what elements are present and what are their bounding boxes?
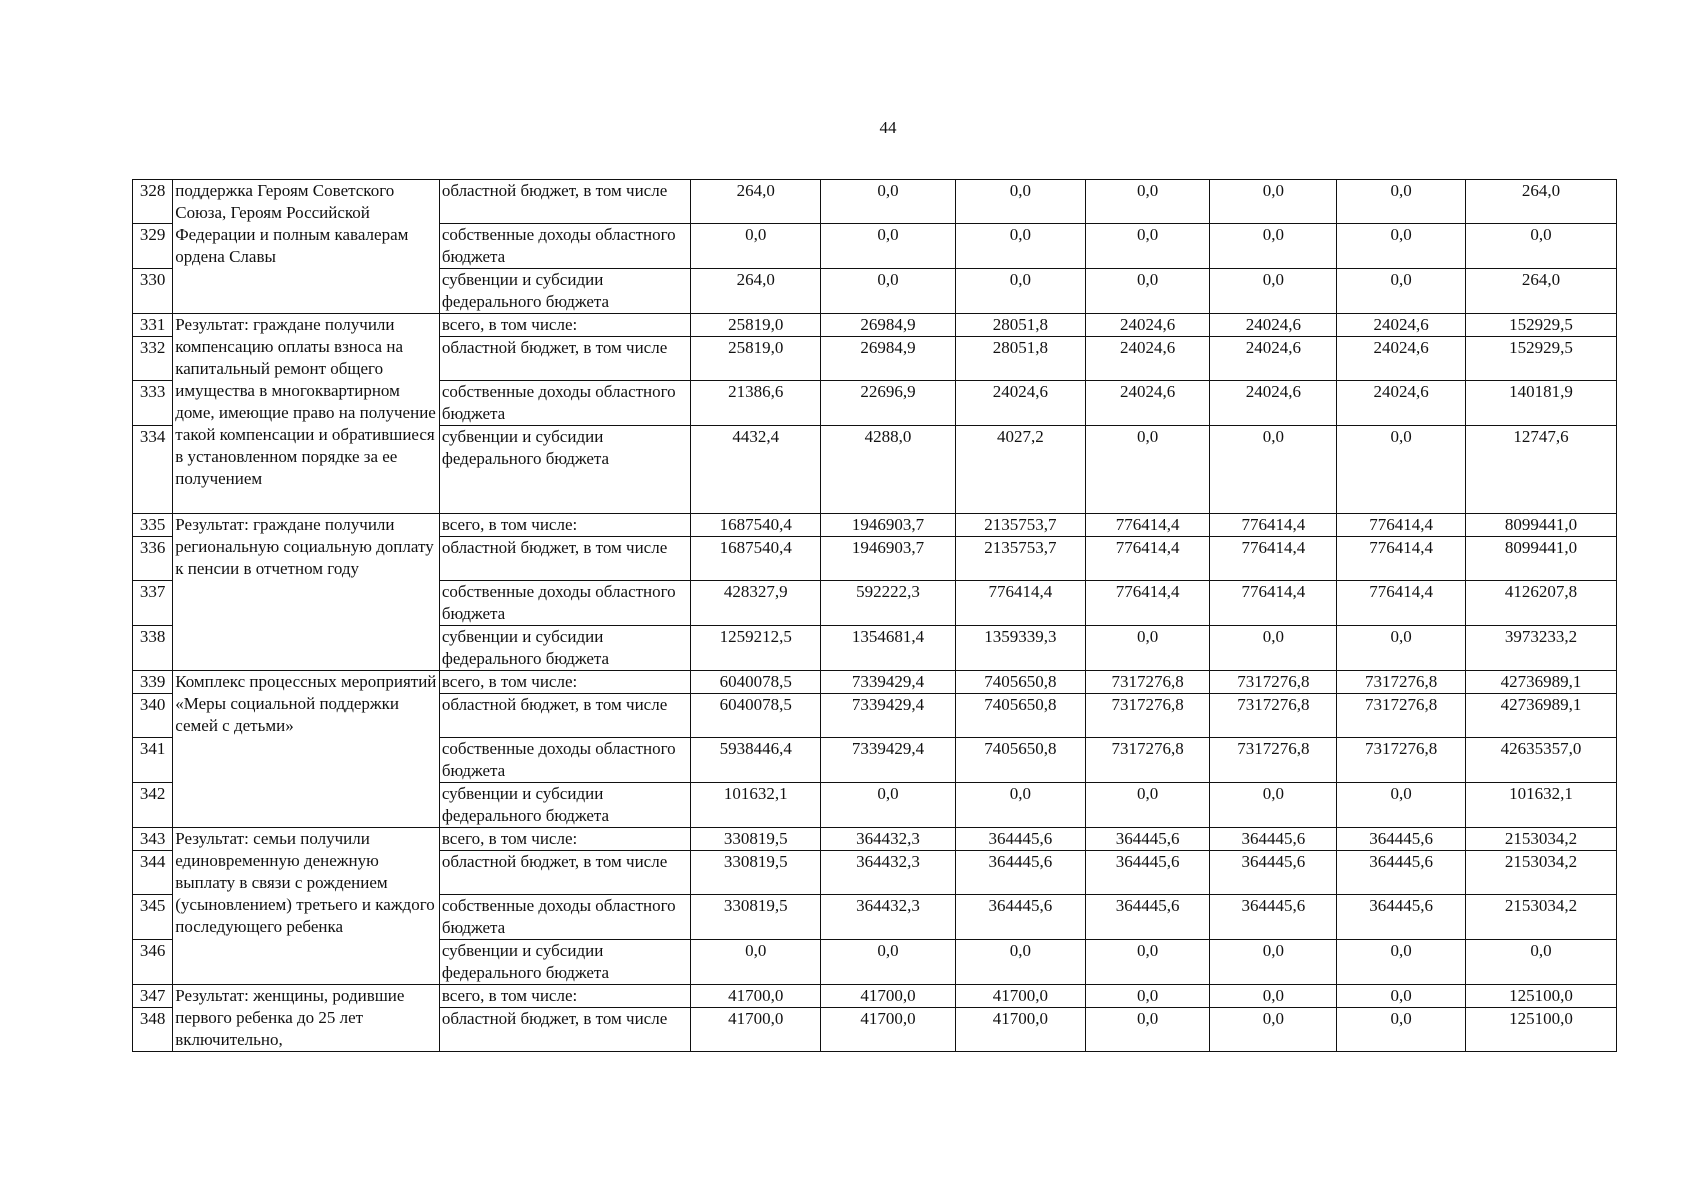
value-cell: 0,0 bbox=[1337, 180, 1466, 224]
measure-description: Результат: граждане получили компенсацию оплаты взноса на капитальный ремонт общего имущества в многоквартирном доме, имеющие право на получение такой компенсации и обратившиеся в установленном порядке за ее получением bbox=[173, 314, 440, 514]
value-cell: 364445,6 bbox=[1085, 828, 1210, 851]
row-number: 333 bbox=[133, 381, 173, 426]
value-cell: 1687540,4 bbox=[691, 537, 821, 581]
funding-source: областной бюджет, в том числе bbox=[439, 851, 691, 895]
value-cell: 24024,6 bbox=[1337, 337, 1466, 381]
value-total: 125100,0 bbox=[1466, 985, 1617, 1008]
row-number: 341 bbox=[133, 738, 173, 783]
measure-description: Комплекс процессных мероприятий «Меры социальной поддержки семей с детьми» bbox=[173, 671, 440, 828]
row-number: 345 bbox=[133, 895, 173, 940]
row-number: 339 bbox=[133, 671, 173, 694]
value-cell: 1259212,5 bbox=[691, 626, 821, 671]
row-number: 338 bbox=[133, 626, 173, 671]
value-cell: 7405650,8 bbox=[955, 694, 1085, 738]
value-cell: 0,0 bbox=[1210, 180, 1337, 224]
measure-description: Результат: семьи получили единовременную денежную выплату в связи с рождением (усыновлением) третьего и каждого последующего ребенка bbox=[173, 828, 440, 985]
value-cell: 21386,6 bbox=[691, 381, 821, 426]
value-cell: 0,0 bbox=[955, 940, 1085, 985]
value-cell: 24024,6 bbox=[1210, 337, 1337, 381]
row-number: 340 bbox=[133, 694, 173, 738]
value-cell: 7317276,8 bbox=[1337, 671, 1466, 694]
value-cell: 41700,0 bbox=[821, 1008, 956, 1052]
value-cell: 6040078,5 bbox=[691, 671, 821, 694]
value-cell: 26984,9 bbox=[821, 337, 956, 381]
value-total: 264,0 bbox=[1466, 269, 1617, 314]
value-total: 4126207,8 bbox=[1466, 581, 1617, 626]
funding-source: всего, в том числе: bbox=[439, 514, 691, 537]
value-cell: 7317276,8 bbox=[1210, 694, 1337, 738]
value-cell: 0,0 bbox=[1210, 1008, 1337, 1052]
row-number: 347 bbox=[133, 985, 173, 1008]
funding-source: всего, в том числе: bbox=[439, 314, 691, 337]
value-cell: 364445,6 bbox=[955, 828, 1085, 851]
value-cell: 364445,6 bbox=[1210, 895, 1337, 940]
value-cell: 1946903,7 bbox=[821, 514, 956, 537]
funding-source: субвенции и субсидии федерального бюджета bbox=[439, 426, 691, 514]
value-cell: 0,0 bbox=[1085, 985, 1210, 1008]
row-number: 343 bbox=[133, 828, 173, 851]
value-cell: 7317276,8 bbox=[1337, 694, 1466, 738]
value-total: 8099441,0 bbox=[1466, 514, 1617, 537]
value-cell: 0,0 bbox=[1085, 269, 1210, 314]
value-total: 8099441,0 bbox=[1466, 537, 1617, 581]
funding-source: субвенции и субсидии федерального бюджета bbox=[439, 940, 691, 985]
page-number: 44 bbox=[879, 118, 897, 137]
value-total: 140181,9 bbox=[1466, 381, 1617, 426]
value-cell: 0,0 bbox=[1337, 269, 1466, 314]
value-cell: 776414,4 bbox=[1337, 537, 1466, 581]
value-cell: 428327,9 bbox=[691, 581, 821, 626]
value-cell: 7317276,8 bbox=[1337, 738, 1466, 783]
value-cell: 7317276,8 bbox=[1085, 738, 1210, 783]
value-cell: 0,0 bbox=[1337, 224, 1466, 269]
value-cell: 364445,6 bbox=[1210, 851, 1337, 895]
row-number: 332 bbox=[133, 337, 173, 381]
row-number: 348 bbox=[133, 1008, 173, 1052]
value-total: 0,0 bbox=[1466, 940, 1617, 985]
value-cell: 6040078,5 bbox=[691, 694, 821, 738]
value-cell: 264,0 bbox=[691, 269, 821, 314]
value-total: 264,0 bbox=[1466, 180, 1617, 224]
value-cell: 0,0 bbox=[1085, 426, 1210, 514]
value-cell: 0,0 bbox=[1337, 426, 1466, 514]
measure-description: Результат: женщины, родившие первого ребенка до 25 лет включительно, bbox=[173, 985, 440, 1052]
value-total: 125100,0 bbox=[1466, 1008, 1617, 1052]
value-cell: 41700,0 bbox=[691, 985, 821, 1008]
value-cell: 364432,3 bbox=[821, 851, 956, 895]
value-cell: 330819,5 bbox=[691, 828, 821, 851]
funding-source: всего, в том числе: bbox=[439, 828, 691, 851]
value-cell: 41700,0 bbox=[821, 985, 956, 1008]
value-cell: 0,0 bbox=[955, 783, 1085, 828]
value-cell: 364445,6 bbox=[1210, 828, 1337, 851]
funding-source: областной бюджет, в том числе bbox=[439, 337, 691, 381]
row-number: 346 bbox=[133, 940, 173, 985]
value-cell: 364445,6 bbox=[955, 895, 1085, 940]
value-cell: 0,0 bbox=[1085, 1008, 1210, 1052]
value-total: 42736989,1 bbox=[1466, 671, 1617, 694]
value-cell: 330819,5 bbox=[691, 895, 821, 940]
value-cell: 330819,5 bbox=[691, 851, 821, 895]
value-cell: 1946903,7 bbox=[821, 537, 956, 581]
value-cell: 24024,6 bbox=[1085, 381, 1210, 426]
value-total: 101632,1 bbox=[1466, 783, 1617, 828]
value-cell: 7339429,4 bbox=[821, 694, 956, 738]
value-cell: 0,0 bbox=[821, 940, 956, 985]
value-cell: 0,0 bbox=[821, 783, 956, 828]
funding-source: областной бюджет, в том числе bbox=[439, 180, 691, 224]
value-cell: 28051,8 bbox=[955, 337, 1085, 381]
value-cell: 41700,0 bbox=[955, 1008, 1085, 1052]
value-cell: 28051,8 bbox=[955, 314, 1085, 337]
value-total: 2153034,2 bbox=[1466, 851, 1617, 895]
measure-description: поддержка Героям Советского Союза, Героям Российской Федерации и полным кавалерам ордена Славы bbox=[173, 180, 440, 314]
value-cell: 0,0 bbox=[1337, 626, 1466, 671]
value-total: 42736989,1 bbox=[1466, 694, 1617, 738]
value-cell: 364445,6 bbox=[1337, 828, 1466, 851]
value-cell: 776414,4 bbox=[1337, 581, 1466, 626]
value-cell: 0,0 bbox=[821, 224, 956, 269]
value-cell: 776414,4 bbox=[1210, 581, 1337, 626]
value-cell: 7405650,8 bbox=[955, 738, 1085, 783]
funding-source: всего, в том числе: bbox=[439, 985, 691, 1008]
value-cell: 776414,4 bbox=[1210, 537, 1337, 581]
value-cell: 0,0 bbox=[1085, 940, 1210, 985]
value-cell: 41700,0 bbox=[955, 985, 1085, 1008]
value-cell: 0,0 bbox=[1337, 783, 1466, 828]
value-cell: 0,0 bbox=[691, 224, 821, 269]
funding-source: собственные доходы областного бюджета bbox=[439, 581, 691, 626]
value-cell: 22696,9 bbox=[821, 381, 956, 426]
row-number: 335 bbox=[133, 514, 173, 537]
funding-source: собственные доходы областного бюджета bbox=[439, 381, 691, 426]
value-cell: 7405650,8 bbox=[955, 671, 1085, 694]
value-cell: 24024,6 bbox=[1337, 381, 1466, 426]
value-cell: 25819,0 bbox=[691, 337, 821, 381]
table-row bbox=[133, 985, 1617, 1008]
row-number: 344 bbox=[133, 851, 173, 895]
funding-source: субвенции и субсидии федерального бюджета bbox=[439, 269, 691, 314]
value-cell: 364445,6 bbox=[955, 851, 1085, 895]
value-total: 2153034,2 bbox=[1466, 895, 1617, 940]
row-number: 329 bbox=[133, 224, 173, 269]
value-cell: 364445,6 bbox=[1085, 895, 1210, 940]
value-cell: 7317276,8 bbox=[1210, 738, 1337, 783]
value-cell: 4288,0 bbox=[821, 426, 956, 514]
table-row bbox=[133, 828, 1617, 851]
funding-source: собственные доходы областного бюджета bbox=[439, 738, 691, 783]
value-cell: 776414,4 bbox=[1337, 514, 1466, 537]
value-cell: 7339429,4 bbox=[821, 738, 956, 783]
value-cell: 25819,0 bbox=[691, 314, 821, 337]
funding-source: собственные доходы областного бюджета bbox=[439, 224, 691, 269]
value-cell: 0,0 bbox=[1210, 783, 1337, 828]
row-number: 336 bbox=[133, 537, 173, 581]
value-cell: 0,0 bbox=[955, 180, 1085, 224]
value-cell: 26984,9 bbox=[821, 314, 956, 337]
table-row bbox=[133, 314, 1617, 337]
value-cell: 24024,6 bbox=[1085, 314, 1210, 337]
funding-source: областной бюджет, в том числе bbox=[439, 537, 691, 581]
budget-table bbox=[132, 179, 1617, 1052]
value-cell: 4432,4 bbox=[691, 426, 821, 514]
value-cell: 592222,3 bbox=[821, 581, 956, 626]
measure-description: Результат: граждане получили региональную социальную доплату к пенсии в отчетном году bbox=[173, 514, 440, 671]
value-cell: 7317276,8 bbox=[1085, 694, 1210, 738]
value-cell: 0,0 bbox=[691, 940, 821, 985]
value-cell: 2135753,7 bbox=[955, 514, 1085, 537]
value-total: 152929,5 bbox=[1466, 314, 1617, 337]
value-cell: 1359339,3 bbox=[955, 626, 1085, 671]
table-row bbox=[133, 514, 1617, 537]
value-cell: 264,0 bbox=[691, 180, 821, 224]
value-cell: 24024,6 bbox=[955, 381, 1085, 426]
value-cell: 0,0 bbox=[1210, 269, 1337, 314]
funding-source: собственные доходы областного бюджета bbox=[439, 895, 691, 940]
value-total: 0,0 bbox=[1466, 224, 1617, 269]
funding-source: субвенции и субсидии федерального бюджета bbox=[439, 626, 691, 671]
value-cell: 776414,4 bbox=[955, 581, 1085, 626]
value-total: 152929,5 bbox=[1466, 337, 1617, 381]
value-cell: 0,0 bbox=[1210, 224, 1337, 269]
value-cell: 0,0 bbox=[1337, 940, 1466, 985]
value-cell: 0,0 bbox=[1210, 426, 1337, 514]
value-cell: 7317276,8 bbox=[1210, 671, 1337, 694]
value-cell: 0,0 bbox=[1085, 180, 1210, 224]
row-number: 337 bbox=[133, 581, 173, 626]
value-cell: 4027,2 bbox=[955, 426, 1085, 514]
value-cell: 0,0 bbox=[821, 180, 956, 224]
value-cell: 0,0 bbox=[1210, 626, 1337, 671]
value-cell: 0,0 bbox=[1085, 224, 1210, 269]
value-cell: 0,0 bbox=[821, 269, 956, 314]
value-cell: 24024,6 bbox=[1210, 381, 1337, 426]
value-cell: 0,0 bbox=[1337, 985, 1466, 1008]
value-cell: 364445,6 bbox=[1337, 851, 1466, 895]
value-cell: 2135753,7 bbox=[955, 537, 1085, 581]
value-cell: 776414,4 bbox=[1210, 514, 1337, 537]
value-total: 42635357,0 bbox=[1466, 738, 1617, 783]
value-total: 3973233,2 bbox=[1466, 626, 1617, 671]
value-cell: 0,0 bbox=[1337, 1008, 1466, 1052]
value-cell: 776414,4 bbox=[1085, 537, 1210, 581]
value-cell: 364445,6 bbox=[1337, 895, 1466, 940]
value-cell: 7317276,8 bbox=[1085, 671, 1210, 694]
value-cell: 7339429,4 bbox=[821, 671, 956, 694]
value-cell: 0,0 bbox=[1210, 940, 1337, 985]
value-cell: 0,0 bbox=[955, 269, 1085, 314]
value-cell: 101632,1 bbox=[691, 783, 821, 828]
table-row bbox=[133, 671, 1617, 694]
row-number: 330 bbox=[133, 269, 173, 314]
value-cell: 1354681,4 bbox=[821, 626, 956, 671]
row-number: 342 bbox=[133, 783, 173, 828]
value-cell: 364432,3 bbox=[821, 895, 956, 940]
value-cell: 1687540,4 bbox=[691, 514, 821, 537]
funding-source: областной бюджет, в том числе bbox=[439, 1008, 691, 1052]
value-cell: 24024,6 bbox=[1337, 314, 1466, 337]
value-cell: 5938446,4 bbox=[691, 738, 821, 783]
value-cell: 364432,3 bbox=[821, 828, 956, 851]
value-cell: 776414,4 bbox=[1085, 581, 1210, 626]
value-total: 12747,6 bbox=[1466, 426, 1617, 514]
value-cell: 776414,4 bbox=[1085, 514, 1210, 537]
row-number: 331 bbox=[133, 314, 173, 337]
funding-source: всего, в том числе: bbox=[439, 671, 691, 694]
value-cell: 364445,6 bbox=[1085, 851, 1210, 895]
value-cell: 0,0 bbox=[1085, 626, 1210, 671]
value-cell: 0,0 bbox=[1085, 783, 1210, 828]
value-total: 2153034,2 bbox=[1466, 828, 1617, 851]
value-cell: 41700,0 bbox=[691, 1008, 821, 1052]
value-cell: 0,0 bbox=[955, 224, 1085, 269]
value-cell: 24024,6 bbox=[1210, 314, 1337, 337]
value-cell: 0,0 bbox=[1210, 985, 1337, 1008]
row-number: 334 bbox=[133, 426, 173, 514]
row-number: 328 bbox=[133, 180, 173, 224]
value-cell: 24024,6 bbox=[1085, 337, 1210, 381]
funding-source: областной бюджет, в том числе bbox=[439, 694, 691, 738]
table-row bbox=[133, 180, 1617, 224]
funding-source: субвенции и субсидии федерального бюджета bbox=[439, 783, 691, 828]
